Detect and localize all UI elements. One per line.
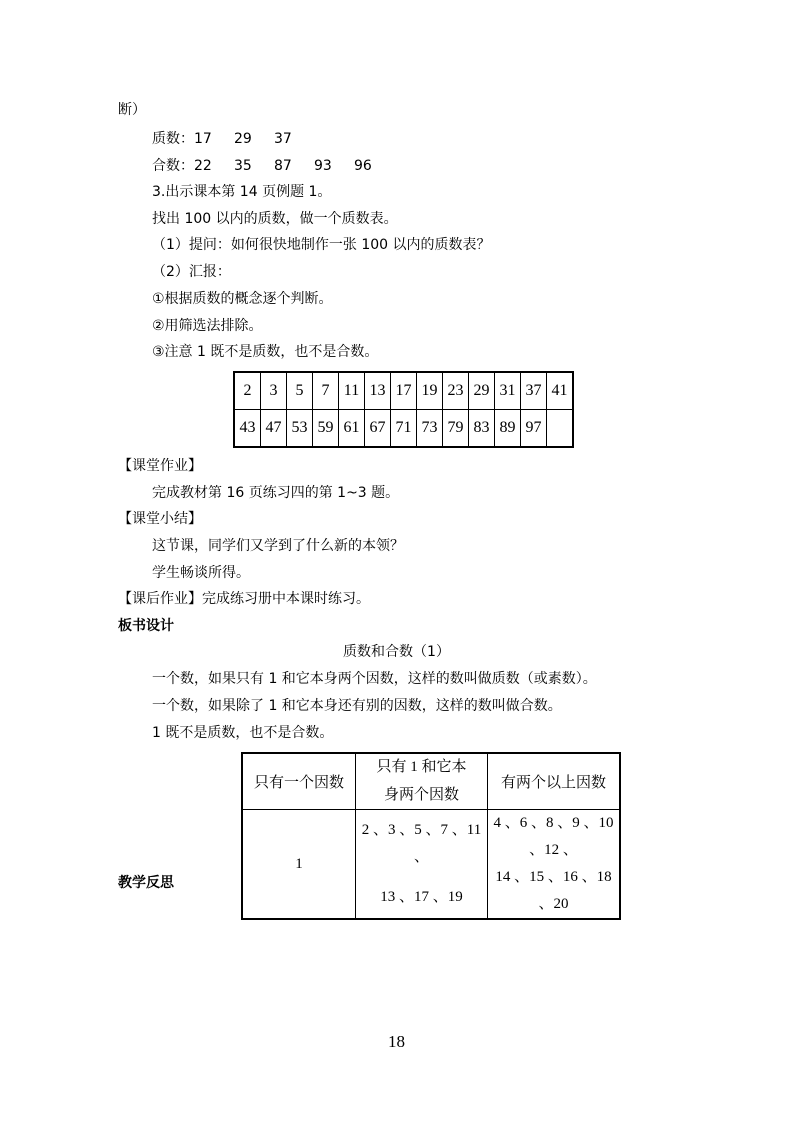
cell-primes (356, 810, 488, 920)
prime-cell: 3 (261, 372, 287, 410)
classwork-text: 完成教材第 16 页练习四的第 1~3 题。 (152, 485, 400, 501)
factor-classification-table (241, 752, 621, 920)
prime-cell: 59 (313, 410, 339, 448)
cell-composites (488, 810, 621, 920)
prime-table-row (234, 410, 573, 448)
cell-composites-line-2: 14 、15 、16 、18 、20 (495, 869, 612, 912)
prime-cell: 23 (443, 372, 469, 410)
prime-cell: 41 (547, 372, 574, 410)
cell-one: 1 (242, 810, 356, 920)
teaching-reflection-heading: 教学反思 (118, 875, 174, 891)
question-2: （2）汇报： (152, 264, 231, 280)
cell-primes-line-1: 2 、3 、5 、7 、11 、 (361, 821, 482, 865)
prime-cell: 2 (234, 372, 261, 410)
composite-number: 87 (274, 158, 292, 174)
report-3: ③注意 1 既不是质数，也不是合数。 (152, 344, 379, 360)
prime-cell: 31 (495, 372, 521, 410)
prime-label: 质数： (152, 131, 194, 147)
prime-cell: 19 (417, 372, 443, 410)
header-more-factors: 有两个以上因数 (488, 753, 621, 810)
prime-cell: 17 (391, 372, 417, 410)
prime-cell: 79 (443, 410, 469, 448)
prime-number: 37 (274, 131, 292, 147)
classwork-heading: 【课堂作业】 (118, 458, 202, 474)
cell-primes-line-2: 13 、17 、19 (380, 889, 463, 906)
composite-number: 96 (354, 158, 372, 174)
cell-composites-line-1: 4 、6 、8 、9 、10 、12 、 (493, 815, 614, 858)
composite-label: 合数： (152, 158, 194, 174)
composite-definition: 一个数，如果除了 1 和它本身还有别的因数，这样的数叫做合数。 (152, 698, 562, 714)
prime-table (233, 371, 574, 448)
composite-number: 35 (234, 158, 252, 174)
summary-heading: 【课堂小结】 (118, 511, 202, 527)
prime-cell: 73 (417, 410, 443, 448)
prime-definition: 一个数，如果只有 1 和它本身两个因数，这样的数叫做质数（或素数）。 (152, 671, 597, 687)
report-2: ②用筛选法排除。 (152, 318, 263, 334)
prime-cell: 29 (469, 372, 495, 410)
prime-cell: 89 (495, 410, 521, 448)
report-1: ①根据质数的概念逐个判断。 (152, 291, 333, 307)
homework (118, 590, 370, 608)
header-two-factors-line-2: 身两个因数 (383, 786, 459, 803)
homework-text: 完成练习册中本课时练习。 (202, 591, 370, 607)
prime-examples (152, 130, 292, 148)
table-header-row (242, 753, 620, 810)
prime-cell: 5 (287, 372, 313, 410)
prime-cell: 7 (313, 372, 339, 410)
prime-cell: 67 (365, 410, 391, 448)
board-design-heading: 板书设计 (118, 618, 174, 634)
prime-cell: 37 (521, 372, 547, 410)
prime-number: 29 (234, 131, 252, 147)
board-title: 质数和合数（1） (343, 644, 450, 660)
continued-text: 断） (118, 102, 146, 118)
header-two-factors (356, 753, 488, 810)
find-primes: 找出 100 以内的质数，做一个质数表。 (152, 211, 398, 227)
prime-cell: 97 (521, 410, 547, 448)
prime-cell: 83 (469, 410, 495, 448)
question-1: （1）提问：如何很快地制作一张 100 以内的质数表？ (152, 237, 491, 253)
prime-cell: 53 (287, 410, 313, 448)
prime-cell: 47 (261, 410, 287, 448)
header-two-factors-line-1: 只有 1 和它本 (376, 759, 467, 776)
page-number: 18 (388, 1032, 405, 1051)
composite-number: 93 (314, 158, 332, 174)
composite-number: 22 (194, 158, 212, 174)
summary-line-1: 这节课，同学们又学到了什么新的本领？ (152, 538, 404, 554)
homework-heading: 【课后作业】 (118, 591, 202, 607)
header-one-factor: 只有一个因数 (242, 753, 356, 810)
prime-cell: 43 (234, 410, 261, 448)
prime-cell: 61 (339, 410, 365, 448)
prime-number: 17 (194, 131, 212, 147)
step-3: 3.出示课本第 14 页例题 1。 (152, 184, 332, 200)
prime-cell: 71 (391, 410, 417, 448)
prime-cell: 11 (339, 372, 365, 410)
one-note: 1 既不是质数，也不是合数。 (152, 725, 334, 741)
prime-cell: 13 (365, 372, 391, 410)
composite-examples (152, 157, 372, 175)
prime-cell (547, 410, 574, 448)
table-row (242, 810, 620, 920)
summary-line-2: 学生畅谈所得。 (152, 565, 250, 581)
prime-table-row (234, 372, 573, 410)
